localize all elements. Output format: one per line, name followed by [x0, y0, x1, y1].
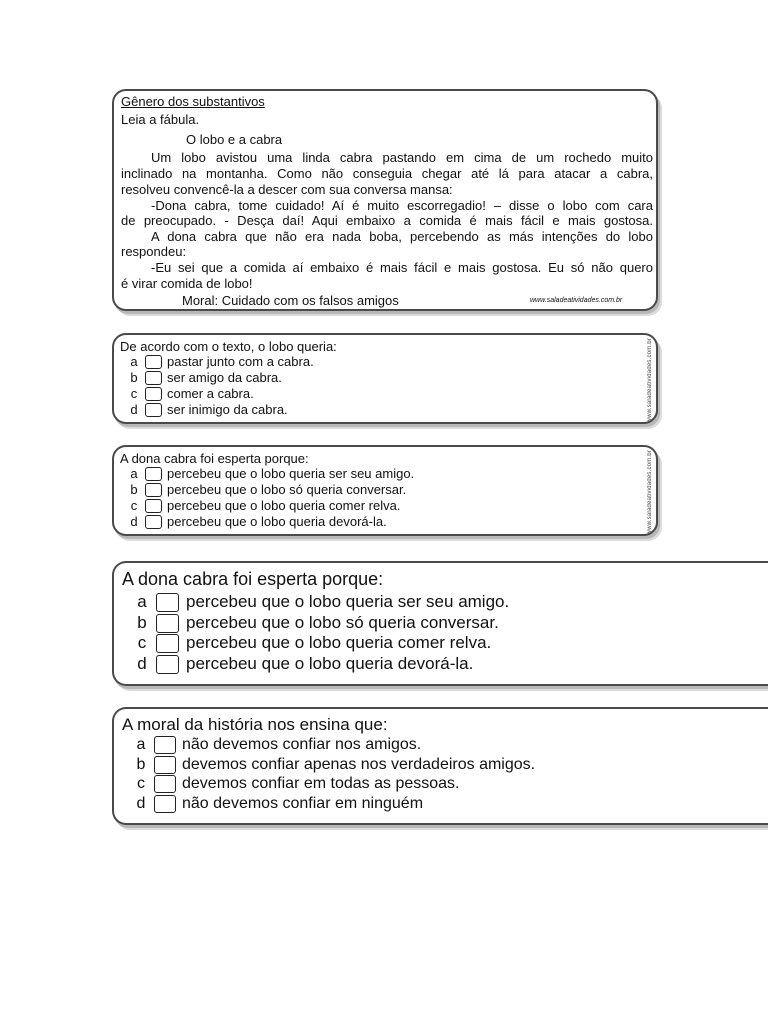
story-line: de preocupado. - Desça daí! Aqui embaixo a comida é mais fácil e mais gostosa.	[121, 213, 653, 228]
option-text: devemos confiar apenas nos verdadeiros amigos.	[182, 756, 536, 773]
option-text: percebeu que o lobo queria devorá-la.	[167, 514, 387, 529]
option-text: percebeu que o lobo queria ser seu amigo.	[186, 592, 510, 611]
story-line: -Eu sei que a comida aí embaixo é mais fácil e mais gostosa. Eu só não quero	[151, 260, 653, 275]
question-card-2	[112, 445, 658, 536]
option-letter: d	[130, 402, 138, 417]
option-b[interactable]	[126, 370, 282, 385]
option-d[interactable]	[132, 654, 473, 674]
answer-checkbox[interactable]	[154, 795, 176, 813]
option-text: percebeu que o lobo queria devorá-la.	[186, 654, 474, 673]
option-text: devemos confiar em todas as pessoas.	[182, 775, 460, 792]
option-d[interactable]	[126, 402, 288, 417]
story-line: A dona cabra que não era nada boba, percebendo as más intenções do lobo	[151, 229, 653, 244]
answer-checkbox[interactable]	[145, 371, 162, 385]
option-d[interactable]	[132, 795, 423, 813]
answer-checkbox[interactable]	[156, 614, 179, 633]
option-letter: b	[136, 756, 146, 773]
question-text: De acordo com o texto, o lobo queria:	[120, 339, 337, 354]
answer-checkbox[interactable]	[145, 483, 162, 497]
answer-checkbox[interactable]	[156, 655, 179, 674]
option-letter: c	[137, 775, 145, 792]
option-letter: b	[130, 482, 138, 497]
answer-checkbox[interactable]	[154, 775, 176, 793]
option-text: percebeu que o lobo só queria conversar.	[186, 613, 499, 632]
answer-checkbox[interactable]	[154, 756, 176, 774]
option-letter: b	[137, 613, 147, 632]
website-credit: www.saladeatividades.com.br	[530, 297, 623, 304]
answer-checkbox[interactable]	[156, 634, 179, 653]
answer-checkbox[interactable]	[154, 736, 176, 754]
question-card-1	[112, 333, 658, 424]
option-text: ser amigo da cabra.	[167, 370, 282, 385]
option-text: não devemos confiar nos amigos.	[182, 736, 422, 753]
option-text: não devemos confiar em ninguém	[182, 795, 424, 812]
option-c[interactable]	[132, 633, 491, 653]
story-line: respondeu:	[121, 244, 187, 259]
option-b[interactable]	[132, 613, 499, 633]
question-card-4	[112, 707, 768, 825]
option-a[interactable]	[126, 354, 314, 369]
section-title: Gênero dos substantivos	[121, 94, 265, 109]
option-letter: b	[130, 370, 138, 385]
question-text: A dona cabra foi esperta porque:	[120, 451, 309, 466]
option-letter: d	[137, 654, 147, 673]
option-letter: d	[136, 795, 146, 812]
option-text: percebeu que o lobo só queria conversar.	[167, 482, 407, 497]
option-letter: d	[130, 514, 138, 529]
question-text: A dona cabra foi esperta porque:	[122, 569, 384, 589]
option-text: ser inimigo da cabra.	[167, 402, 288, 417]
option-b[interactable]	[132, 756, 535, 774]
story-line: é virar comida de lobo!	[121, 276, 253, 291]
option-text: percebeu que o lobo queria ser seu amigo.	[167, 466, 415, 481]
option-letter: c	[130, 386, 138, 401]
option-text: pastar junto com a cabra.	[167, 354, 314, 369]
moral-text: Moral: Cuidado com os falsos amigos	[182, 293, 399, 308]
website-watermark: www.saladeatividades.com.br	[647, 450, 653, 535]
option-c[interactable]	[126, 498, 400, 513]
answer-checkbox[interactable]	[145, 515, 162, 529]
story-line: -Dona cabra, tome cuidado! Aí é muito escorregadio! – disse o lobo com cara	[151, 198, 653, 213]
option-text: comer a cabra.	[167, 386, 254, 401]
instruction: Leia a fábula.	[121, 112, 200, 127]
answer-checkbox[interactable]	[145, 467, 162, 481]
answer-checkbox[interactable]	[145, 499, 162, 513]
option-c[interactable]	[132, 775, 459, 793]
option-d[interactable]	[126, 514, 387, 529]
option-letter: a	[130, 466, 138, 481]
option-a[interactable]	[132, 736, 421, 754]
answer-checkbox[interactable]	[156, 593, 179, 612]
option-letter: a	[137, 592, 147, 611]
option-letter: a	[136, 736, 146, 753]
website-watermark: www.saladeatividades.com.br	[647, 338, 653, 423]
answer-checkbox[interactable]	[145, 403, 162, 417]
story-line: Um lobo avistou uma linda cabra pastando em cima de um rochedo muito	[151, 150, 653, 165]
option-text: percebeu que o lobo queria comer relva.	[167, 498, 401, 513]
story-line: inclinado na montanha. Como não conseguia chegar até lá para atacar a cabra,	[121, 166, 653, 181]
answer-checkbox[interactable]	[145, 387, 162, 401]
question-card-3	[112, 561, 768, 686]
option-letter: c	[137, 633, 147, 652]
option-a[interactable]	[132, 592, 509, 612]
option-letter: a	[130, 354, 138, 369]
story-line: resolveu convencê-la a descer com sua conversa mansa:	[121, 182, 453, 197]
option-c[interactable]	[126, 386, 254, 401]
fable-card	[112, 89, 658, 311]
option-text: percebeu que o lobo queria comer relva.	[186, 633, 492, 652]
option-letter: c	[130, 498, 138, 513]
option-a[interactable]	[126, 466, 414, 481]
question-text: A moral da história nos ensina que:	[122, 715, 388, 734]
story-title: O lobo e a cabra	[186, 132, 283, 147]
option-b[interactable]	[126, 482, 406, 497]
answer-checkbox[interactable]	[145, 355, 162, 369]
